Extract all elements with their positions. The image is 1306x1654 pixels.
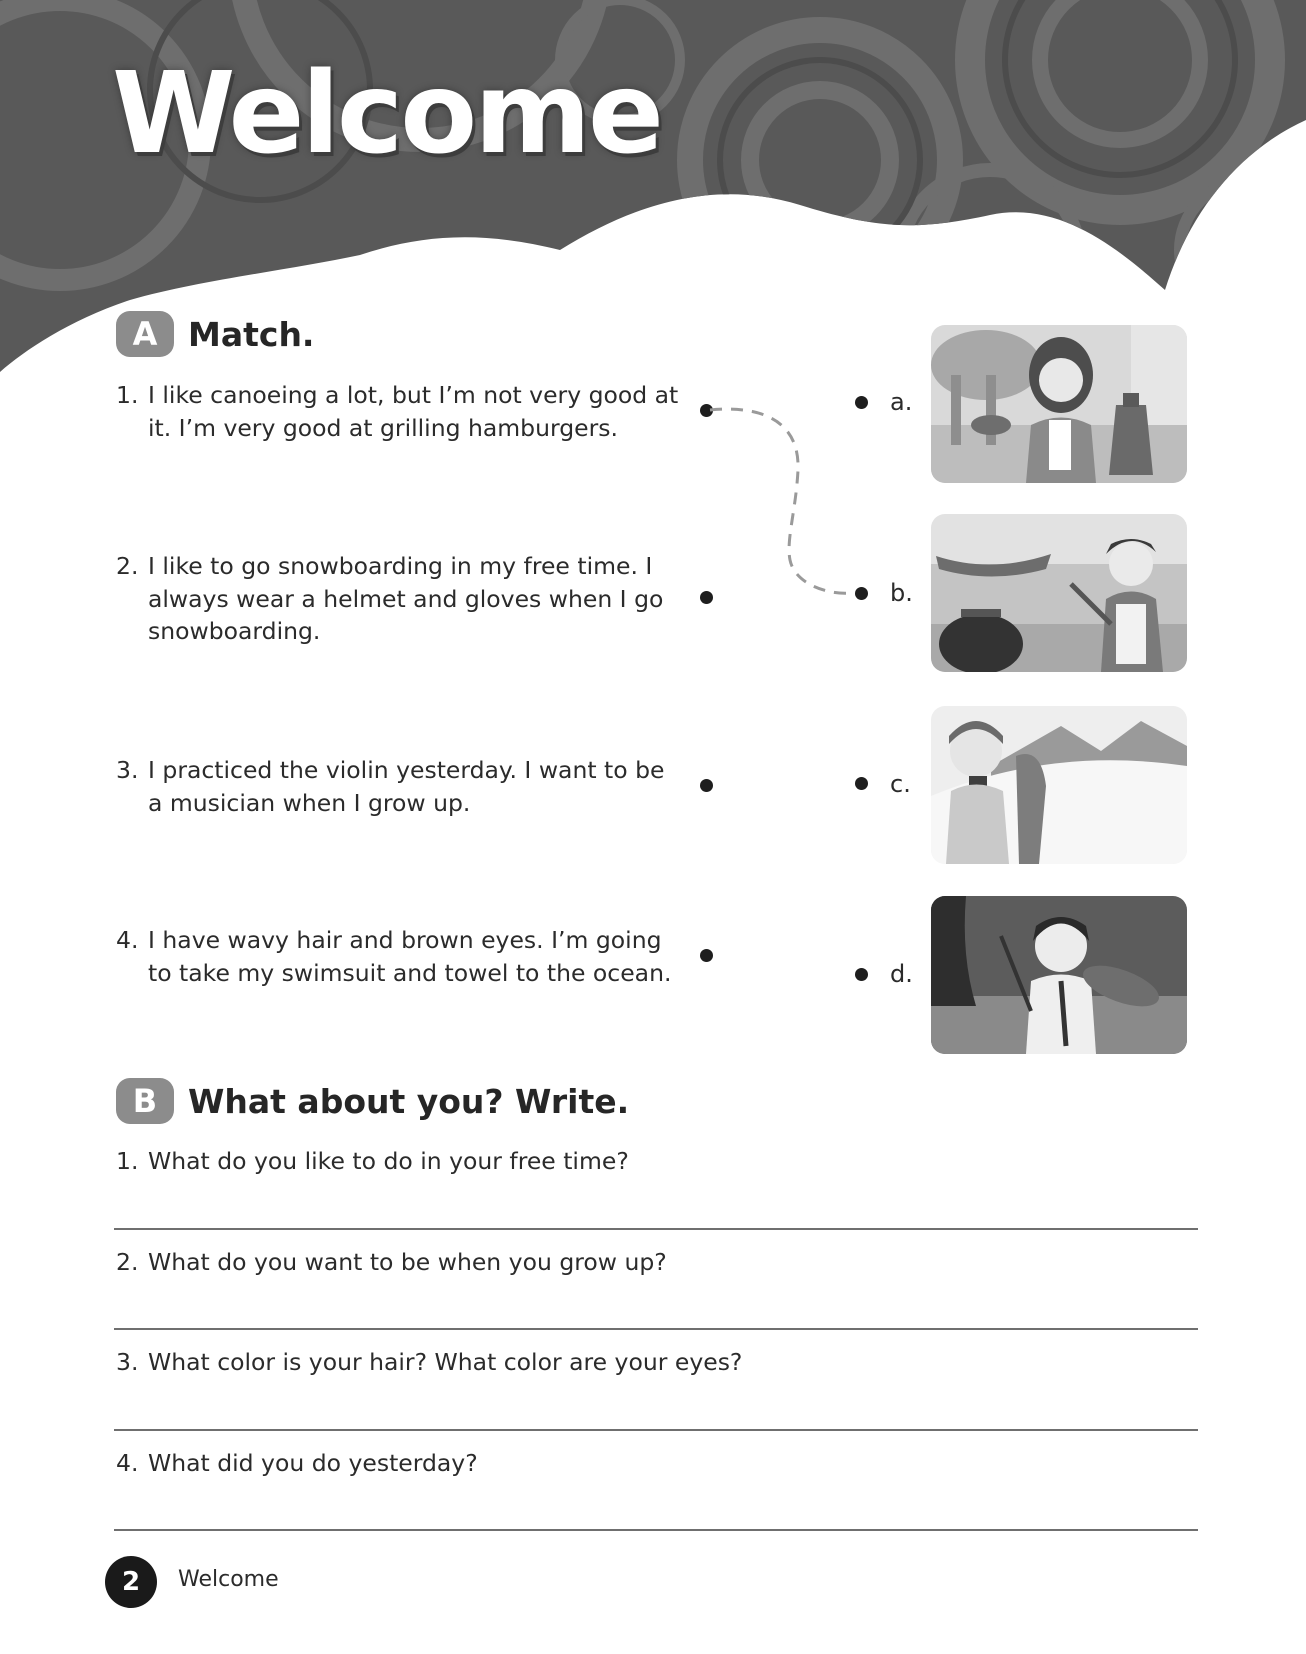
- match-item-2: 2. I like to go snowboarding in my free time. I always wear a helmet and gloves when I go snowboarding.: [116, 552, 664, 645]
- question-4: 4. What did you do yesterday?: [116, 1449, 478, 1477]
- choice-label-b: b.: [890, 579, 913, 607]
- question-3: 3. What color is your hair? What color are your eyes?: [116, 1348, 743, 1376]
- match-dot-left-3[interactable]: [700, 779, 713, 792]
- match-item-4: 4. I have wavy hair and brown eyes. I’m going to take my swimsuit and towel to the ocean.: [116, 926, 672, 987]
- match-dot-left-4[interactable]: [700, 949, 713, 962]
- question-2: 2. What do you want to be when you grow up?: [116, 1248, 667, 1276]
- choice-label-c: c.: [890, 770, 911, 798]
- match-item-3: 3. I practiced the violin yesterday. I want to be a musician when I grow up.: [116, 756, 665, 817]
- page-title: Welcome: [112, 49, 661, 179]
- match-item-1: 1. I like canoeing a lot, but I’m not very good at it. I’m very good at grilling hamburgers.: [116, 381, 679, 442]
- choice-label-d: d.: [890, 960, 913, 988]
- match-dot-right-a[interactable]: [855, 396, 868, 409]
- answer-line-3[interactable]: [114, 1429, 1198, 1431]
- choice-label-a: a.: [890, 388, 913, 416]
- section-b-header: [116, 1078, 629, 1124]
- picture-d: [931, 896, 1187, 1054]
- answer-line-1[interactable]: [114, 1228, 1198, 1230]
- match-dot-right-c[interactable]: [855, 777, 868, 790]
- match-dot-right-d[interactable]: [855, 968, 868, 981]
- section-a-badge: A: [116, 311, 174, 357]
- section-b-title: What about you? Write.: [188, 1081, 630, 1121]
- match-dot-left-2[interactable]: [700, 591, 713, 604]
- section-a-title: Match.: [188, 314, 315, 354]
- section-b-badge: B: [116, 1078, 174, 1124]
- picture-a: [931, 325, 1187, 483]
- footer-label: Welcome: [178, 1567, 279, 1592]
- match-dot-right-b[interactable]: [855, 587, 868, 600]
- section-a-header: [116, 311, 314, 357]
- answer-line-2[interactable]: [114, 1328, 1198, 1330]
- picture-c: [931, 706, 1187, 864]
- match-dot-left-1[interactable]: [700, 404, 713, 417]
- question-1: 1. What do you like to do in your free time?: [116, 1147, 629, 1175]
- answer-line-4[interactable]: [114, 1529, 1198, 1531]
- page-number: 2: [105, 1556, 157, 1608]
- picture-b: [931, 514, 1187, 672]
